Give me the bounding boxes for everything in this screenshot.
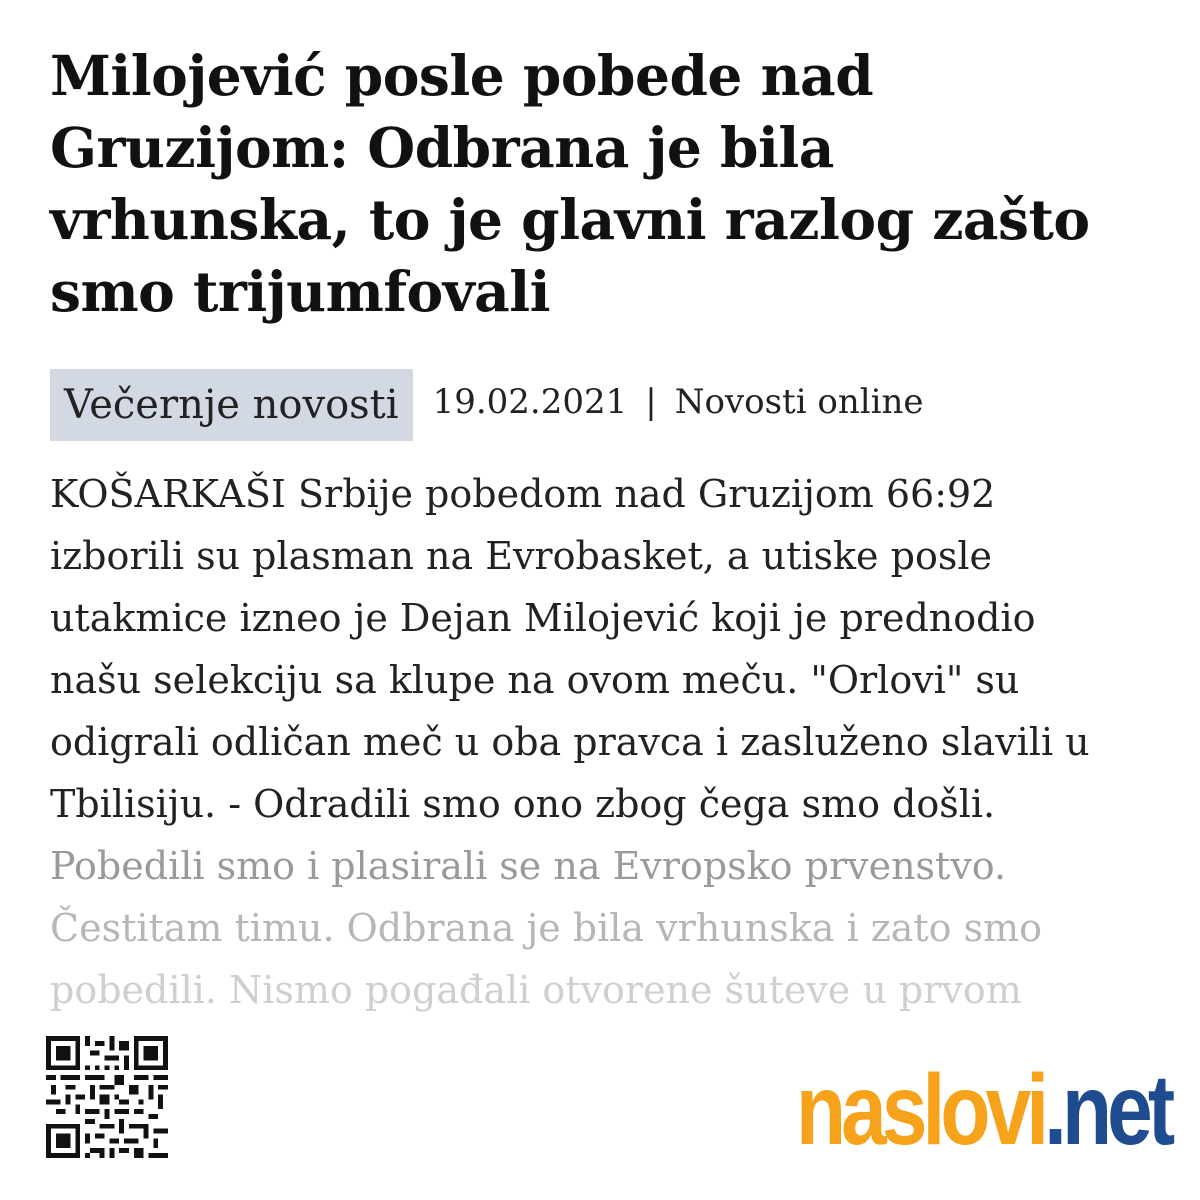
- author: Novosti online: [674, 382, 924, 422]
- source-badge[interactable]: Večernje novosti: [50, 369, 413, 441]
- article-body: [50, 463, 1150, 1023]
- meta-separator: |: [645, 382, 657, 422]
- meta-text: [433, 369, 924, 435]
- body-line: našu selekciju sa klupe na ovom meču. "Orlovi" su: [50, 658, 1020, 702]
- publish-date: 19.02.2021: [432, 382, 628, 422]
- body-line: Tbilisiju. - Odradili smo ono zbog čega smo došli.: [50, 782, 996, 826]
- body-line: odigrali odličan meč u oba pravca i zasluženo slavili u: [50, 720, 1090, 764]
- body-line-faded: Pobedili smo i plasirali se na Evropsko prvenstvo.: [50, 844, 1007, 888]
- qr-code[interactable]: [46, 1036, 168, 1158]
- body-line-faded: pobedili. Nismo pogađali otvorene šuteve u prvom: [50, 968, 1022, 1012]
- body-line: izborili su plasman na Evrobasket, a utiske posle: [50, 534, 992, 578]
- logo-text-primary: naslovi: [796, 1054, 1045, 1166]
- logo-text-secondary: .net: [1044, 1054, 1171, 1166]
- article-meta: [50, 369, 924, 441]
- body-line: KOŠARKAŠI Srbije pobedom nad Gruzijom 66:92: [50, 472, 996, 516]
- body-line-faded: Čestitam timu. Odbrana je bila vrhunska i zato smo: [50, 906, 1043, 950]
- body-line: utakmice izneo je Dejan Milojević koji je prednodio: [50, 596, 1036, 640]
- article-headline[interactable]: Milojević posle pobede nad Gruzijom: Odbrana je bila vrhunska, to je glavni razlog zašto smo trijumfovali: [50, 43, 1090, 324]
- naslovi-net-logo[interactable]: [796, 1050, 1170, 1170]
